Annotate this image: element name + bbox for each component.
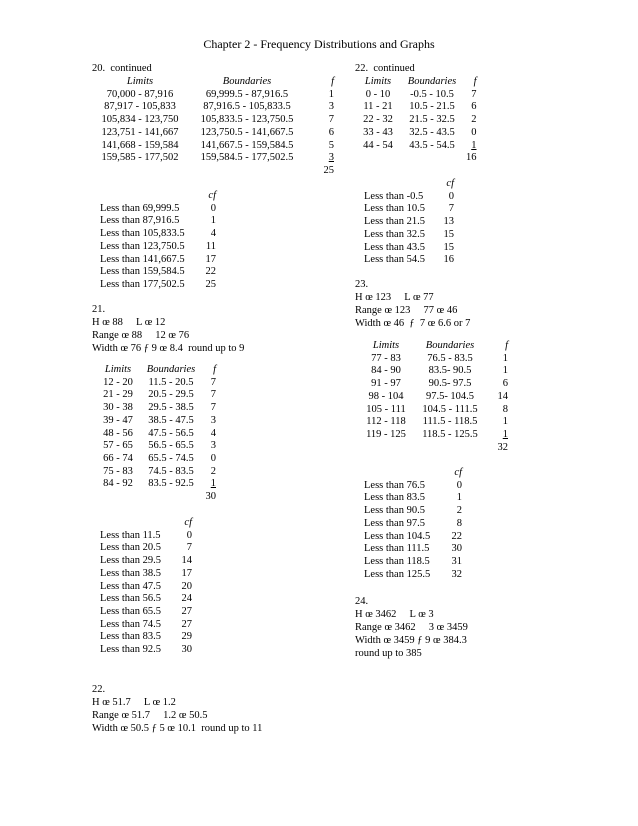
cf-label: Less than 159,584.5 [100, 266, 185, 278]
table-row [100, 555, 192, 568]
header-boundaries: Boundaries [222, 76, 272, 87]
header-boundaries: Boundaries [407, 76, 457, 87]
cf-value: 32 [451, 568, 462, 580]
problem-21-line: Width œ 76 ƒ 9 œ 8.4 round up to 9 [92, 343, 245, 354]
f-cell: 1 [210, 478, 216, 490]
f-cell: 1 [502, 416, 508, 428]
table-row [364, 505, 462, 518]
f-cell: 7 [210, 376, 216, 388]
f-cell: 1 [502, 365, 508, 377]
cf-value: 30 [451, 543, 462, 555]
cf-label: Less than 38.5 [100, 567, 161, 579]
problem-21-heading: 21. [92, 304, 106, 315]
f-cell: 3 [210, 440, 216, 452]
f-cell: 2 [210, 465, 216, 477]
table-row [100, 593, 192, 606]
cf-label: Less than 125.5 [364, 568, 431, 580]
cf-value: 15 [443, 241, 454, 253]
table-row [358, 89, 477, 102]
cf-value: 13 [443, 216, 454, 228]
total-cell: 25 [323, 164, 334, 176]
problem-22-line: H œ 51.7 L œ 1.2 [92, 697, 176, 708]
table-row [100, 542, 192, 555]
limits-cell: 66 - 74 [103, 452, 133, 464]
limits-cell: 75 - 83 [103, 465, 133, 477]
problem-21-cf-table [100, 517, 192, 657]
problem-22-cf-table [364, 178, 454, 267]
limits-cell: 105 - 111 [366, 403, 406, 415]
table-row [362, 353, 508, 366]
table-row [358, 140, 477, 153]
boundaries-cell: 159,584.5 - 177,502.5 [200, 152, 294, 164]
f-cell: 14 [497, 390, 508, 402]
table-row [88, 114, 334, 127]
problem-20-table [88, 76, 334, 178]
cf-label: Less than -0.5 [364, 190, 424, 202]
cf-value: 16 [443, 254, 454, 266]
cf-label: Less than 74.5 [100, 618, 161, 630]
header-limits: Limits [104, 364, 132, 375]
problem-24-line: Range œ 3462 3 œ 3459 [355, 622, 468, 633]
boundaries-cell: -0.5 - 10.5 [410, 88, 454, 100]
f-cell: 6 [502, 378, 508, 390]
limits-cell: 98 - 104 [368, 390, 404, 402]
table-row [358, 127, 477, 140]
problem-21-line: Range œ 88 12 œ 76 [92, 330, 190, 341]
cf-value: 0 [456, 479, 462, 491]
header-cf: cf [454, 467, 462, 478]
boundaries-cell: 105,833.5 - 123,750.5 [200, 114, 294, 126]
table-row [96, 402, 216, 415]
table-row [362, 429, 508, 442]
boundaries-cell: 97.5- 104.5 [425, 390, 475, 402]
table-row [100, 241, 216, 254]
cf-value: 0 [448, 190, 454, 202]
table-row [96, 453, 216, 466]
cf-label: Less than 90.5 [364, 505, 425, 517]
problem-22-table [358, 76, 477, 165]
cf-label: Less than 43.5 [364, 241, 425, 253]
cf-value: 17 [181, 567, 192, 579]
f-cell: 4 [210, 427, 216, 439]
cf-value: 8 [456, 517, 462, 529]
cf-value: 1 [456, 492, 462, 504]
cf-label: Less than 56.5 [100, 593, 161, 605]
header-boundaries: Boundaries [425, 340, 475, 351]
cf-value: 31 [451, 555, 462, 567]
problem-23-line: Width œ 46 ƒ 7 œ 6.6 or 7 [355, 318, 471, 329]
limits-cell: 30 - 38 [103, 402, 133, 414]
f-cell: 8 [502, 403, 508, 415]
problem-23-line: H œ 123 L œ 77 [355, 292, 434, 303]
cf-label: Less than 69,999.5 [100, 202, 180, 214]
cf-value: 25 [205, 278, 216, 290]
cf-label: Less than 97.5 [364, 517, 425, 529]
table-row [100, 228, 216, 241]
boundaries-cell: 11.5 - 20.5 [148, 376, 194, 388]
table-row [362, 391, 508, 404]
table-row [358, 114, 477, 127]
cf-value: 27 [181, 618, 192, 630]
f-cell: 6 [471, 101, 477, 113]
table-row [96, 478, 216, 491]
cf-label: Less than 104.5 [364, 530, 431, 542]
cf-value: 22 [451, 530, 462, 542]
table-row [100, 279, 216, 292]
problem-24-line: H œ 3462 L œ 3 [355, 609, 434, 620]
cf-value: 2 [456, 505, 462, 517]
limits-cell: 91 - 97 [371, 378, 401, 390]
table-row [100, 606, 192, 619]
table-row [364, 543, 462, 556]
boundaries-cell: 111.5 - 118.5 [422, 416, 478, 428]
cf-label: Less than 76.5 [364, 479, 425, 491]
header-f: f [505, 340, 508, 351]
problem-24-heading: 24. [355, 596, 369, 607]
limits-cell: 33 - 43 [363, 126, 393, 138]
table-row [88, 101, 334, 114]
table-row [88, 127, 334, 140]
page-title: Chapter 2 - Frequency Distributions and Graphs [203, 37, 435, 51]
cf-value: 11 [205, 240, 216, 252]
problem-21-line: H œ 88 L œ 12 [92, 317, 166, 328]
boundaries-cell: 83.5- 90.5 [428, 365, 472, 377]
cf-value: 1 [210, 215, 216, 227]
cf-value: 30 [181, 644, 192, 656]
boundaries-cell: 10.5 - 21.5 [409, 101, 455, 113]
problem-20-heading: 20. continued [92, 63, 152, 74]
limits-cell: 44 - 54 [363, 139, 393, 151]
limits-cell: 159,585 - 177,502 [101, 152, 179, 164]
boundaries-cell: 104.5 - 111.5 [422, 403, 478, 415]
cf-label: Less than 54.5 [364, 254, 425, 266]
limits-cell: 123,751 - 141,667 [101, 126, 179, 138]
boundaries-cell: 47.5 - 56.5 [148, 427, 194, 439]
cf-label: Less than 20.5 [100, 542, 161, 554]
limits-cell: 84 - 92 [103, 478, 133, 490]
limits-cell: 105,834 - 123,750 [101, 114, 179, 126]
table-row [100, 266, 216, 279]
table-row [100, 581, 192, 594]
problem-22-line: Width œ 50.5 ƒ 5 œ 10.1 round up to 11 [92, 723, 263, 734]
boundaries-cell: 20.5 - 29.5 [148, 389, 194, 401]
cf-label: Less than 65.5 [100, 605, 161, 617]
problem-23-cf-table [364, 467, 462, 581]
cf-value: 7 [186, 542, 192, 554]
boundaries-cell: 118.5 - 125.5 [422, 428, 478, 440]
boundaries-cell: 21.5 - 32.5 [409, 114, 455, 126]
boundaries-cell: 43.5 - 54.5 [409, 139, 455, 151]
f-cell: 7 [210, 389, 216, 401]
table-row [362, 378, 508, 391]
header-boundaries: Boundaries [146, 364, 196, 375]
table-row [364, 531, 462, 544]
cf-label: Less than 83.5 [100, 631, 161, 643]
f-cell: 7 [210, 402, 216, 414]
cf-label: Less than 123,750.5 [100, 240, 185, 252]
cf-label: Less than 29.5 [100, 555, 161, 567]
problem-22-heading: 22. [92, 684, 106, 695]
limits-cell: 77 - 83 [371, 352, 401, 364]
table-row [364, 216, 454, 229]
table-row [364, 569, 462, 582]
f-cell: 7 [471, 88, 477, 100]
cf-value: 24 [181, 593, 192, 605]
table-row [364, 556, 462, 569]
limits-cell: 141,668 - 159,584 [101, 139, 179, 151]
boundaries-cell: 38.5 - 47.5 [148, 414, 194, 426]
cf-value: 22 [205, 266, 216, 278]
table-row [88, 140, 334, 153]
cf-label: Less than 83.5 [364, 492, 425, 504]
cf-label: Less than 105,833.5 [100, 228, 185, 240]
boundaries-cell: 74.5 - 83.5 [148, 465, 194, 477]
limits-cell: 57 - 65 [103, 440, 133, 452]
limits-cell: 22 - 32 [363, 114, 393, 126]
table-row [364, 191, 454, 204]
boundaries-cell: 141,667.5 - 159,584.5 [200, 139, 294, 151]
boundaries-cell: 90.5- 97.5 [428, 378, 472, 390]
cf-label: Less than 32.5 [364, 228, 425, 240]
problem-23-table [362, 340, 508, 454]
cf-label: Less than 10.5 [364, 203, 425, 215]
boundaries-cell: 87,916.5 - 105,833.5 [203, 101, 291, 113]
boundaries-cell: 29.5 - 38.5 [148, 402, 194, 414]
table-row [96, 428, 216, 441]
table-row [100, 568, 192, 581]
cf-label: Less than 47.5 [100, 580, 161, 592]
cf-value: 15 [443, 228, 454, 240]
cf-value: 27 [181, 605, 192, 617]
f-cell: 6 [328, 126, 334, 138]
header-limits: Limits [364, 76, 392, 87]
limits-cell: 12 - 20 [103, 376, 133, 388]
header-f: f [473, 76, 477, 87]
table-row [364, 254, 454, 267]
total-cell: 16 [466, 152, 477, 164]
table-row [362, 365, 508, 378]
table-row [100, 215, 216, 228]
cf-label: Less than 87,916.5 [100, 215, 180, 227]
table-row [358, 101, 477, 114]
table-row [100, 631, 192, 644]
limits-cell: 39 - 47 [103, 414, 133, 426]
table-row [96, 377, 216, 390]
f-cell: 0 [210, 452, 216, 464]
header-cf: cf [446, 178, 454, 189]
cf-label: Less than 177,502.5 [100, 278, 185, 290]
total-cell: 32 [497, 441, 508, 453]
cf-value: 29 [181, 631, 192, 643]
f-cell: 1 [502, 428, 508, 440]
f-cell: 5 [328, 139, 334, 151]
cf-label: Less than 111.5 [364, 543, 430, 555]
f-cell: 7 [328, 114, 334, 126]
f-cell: 1 [502, 352, 508, 364]
header-f: f [213, 364, 216, 375]
problem-24-line: Width œ 3459 ƒ 9 œ 384.3 [355, 635, 467, 646]
boundaries-cell: 83.5 - 92.5 [148, 478, 194, 490]
cf-value: 0 [186, 529, 192, 541]
table-row [96, 389, 216, 402]
problem-23-line: Range œ 123 77 œ 46 [355, 305, 458, 316]
boundaries-cell: 56.5 - 65.5 [148, 440, 194, 452]
limits-cell: 84 - 90 [371, 365, 401, 377]
problem-21-table [96, 364, 216, 504]
table-row [96, 440, 216, 453]
cf-value: 14 [181, 555, 192, 567]
f-cell: 1 [328, 88, 334, 100]
f-cell: 3 [210, 414, 216, 426]
cf-value: 17 [205, 253, 216, 265]
table-row [88, 89, 334, 102]
boundaries-cell: 32.5 - 43.5 [409, 126, 455, 138]
header-limits: Limits [126, 76, 154, 87]
f-cell: 3 [328, 152, 334, 164]
problem-24-line: round up to 385 [355, 648, 422, 659]
cf-label: Less than 11.5 [100, 529, 161, 541]
table-row [100, 530, 192, 543]
cf-value: 20 [181, 580, 192, 592]
f-cell: 3 [328, 101, 334, 113]
limits-cell: 0 - 10 [365, 88, 391, 100]
cf-label: Less than 92.5 [100, 644, 161, 656]
cf-value: 7 [448, 203, 454, 215]
table-row [362, 404, 508, 417]
table-row [364, 480, 462, 493]
problem-22-line: Range œ 51.7 1.2 œ 50.5 [92, 710, 208, 721]
problem-20-cf-table [100, 190, 216, 292]
cf-label: Less than 21.5 [364, 216, 425, 228]
table-row [100, 254, 216, 267]
table-row [100, 203, 216, 216]
table-row [364, 492, 462, 505]
table-row [364, 203, 454, 216]
table-row [364, 229, 454, 242]
limits-cell: 11 - 21 [363, 101, 393, 113]
cf-label: Less than 118.5 [364, 555, 430, 567]
limits-cell: 48 - 56 [103, 427, 133, 439]
boundaries-cell: 123,750.5 - 141,667.5 [200, 126, 294, 138]
f-cell: 2 [471, 114, 477, 126]
boundaries-cell: 69,999.5 - 87,916.5 [205, 88, 289, 100]
header-cf: cf [208, 190, 216, 201]
f-cell: 0 [471, 126, 477, 138]
limits-cell: 21 - 29 [103, 389, 133, 401]
cf-value: 4 [210, 228, 216, 240]
table-row [362, 416, 508, 429]
table-row [96, 415, 216, 428]
table-row [96, 466, 216, 479]
cf-value: 0 [210, 202, 216, 214]
boundaries-cell: 65.5 - 74.5 [148, 452, 194, 464]
table-row [364, 242, 454, 255]
limits-cell: 119 - 125 [366, 428, 406, 440]
boundaries-cell: 76.5 - 83.5 [427, 352, 473, 364]
problem-22-continued-heading: 22. continued [355, 63, 415, 74]
cf-label: Less than 141,667.5 [100, 253, 185, 265]
table-row [364, 518, 462, 531]
table-row [100, 644, 192, 657]
f-cell: 1 [471, 139, 477, 151]
problem-23-heading: 23. [355, 279, 369, 290]
table-row [100, 619, 192, 632]
header-limits: Limits [372, 340, 400, 351]
limits-cell: 70,000 - 87,916 [106, 88, 174, 100]
limits-cell: 112 - 118 [366, 416, 406, 428]
header-f: f [331, 76, 334, 87]
table-row [88, 152, 334, 165]
limits-cell: 87,917 - 105,833 [104, 101, 176, 113]
total-cell: 30 [205, 491, 216, 503]
header-cf: cf [184, 517, 192, 528]
